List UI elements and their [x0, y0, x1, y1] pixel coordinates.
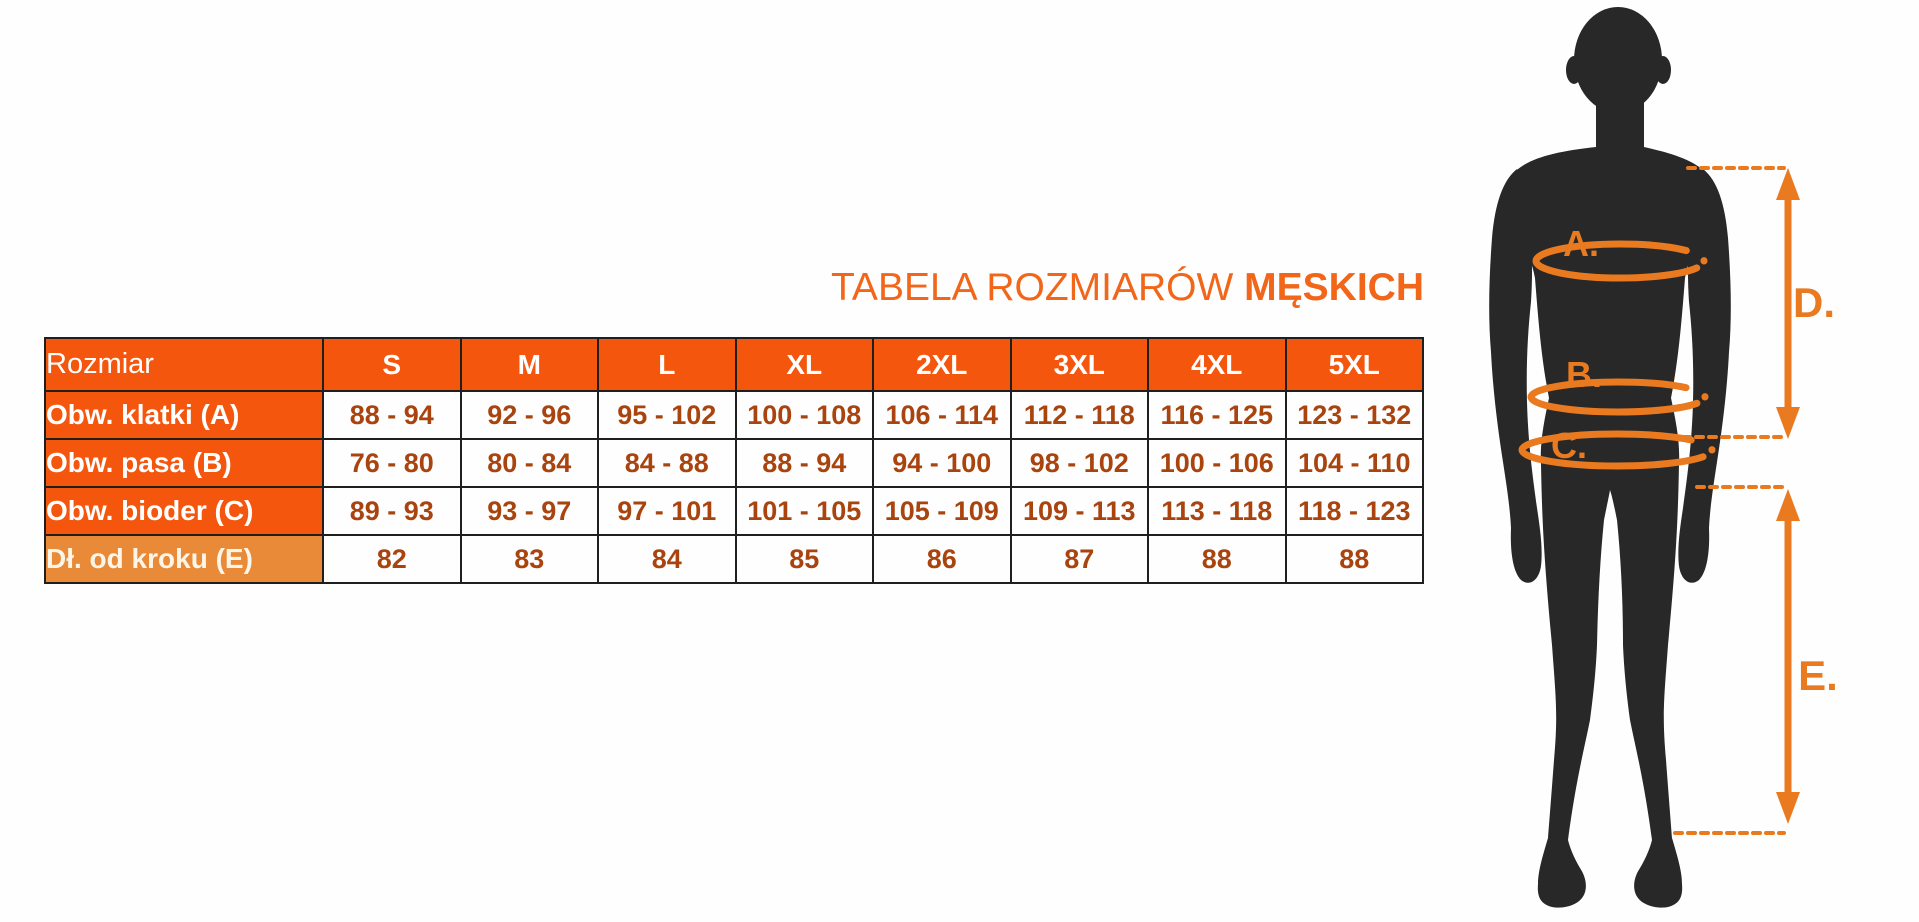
hips-label: C.: [1551, 425, 1587, 466]
torso-arrow-head-top: [1776, 168, 1800, 200]
value-cell: 123 - 132: [1286, 391, 1424, 439]
value-cell: 86: [873, 535, 1011, 583]
value-cell: 112 - 118: [1011, 391, 1149, 439]
value-cell: 113 - 118: [1148, 487, 1286, 535]
row-label: Obw. klatki (A): [45, 391, 323, 439]
value-cell: 98 - 102: [1011, 439, 1149, 487]
header-cell-size-3XL: 3XL: [1011, 338, 1149, 391]
value-cell: 93 - 97: [461, 487, 599, 535]
chest-label: A.: [1563, 223, 1599, 264]
value-cell: 100 - 108: [736, 391, 874, 439]
value-cell: 88: [1148, 535, 1286, 583]
value-cell: 100 - 106: [1148, 439, 1286, 487]
page-title-regular: TABELA ROZMIARÓW: [831, 266, 1245, 309]
header-cell-size-5XL: 5XL: [1286, 338, 1424, 391]
inseam-arrow-head-top: [1776, 489, 1800, 521]
value-cell: 87: [1011, 535, 1149, 583]
header-cell-size-XL: XL: [736, 338, 874, 391]
value-cell: 95 - 102: [598, 391, 736, 439]
row-label: Obw. pasa (B): [45, 439, 323, 487]
value-cell: 76 - 80: [323, 439, 461, 487]
waist-label: B.: [1566, 354, 1602, 395]
header-cell-size-4XL: 4XL: [1148, 338, 1286, 391]
value-cell: 88 - 94: [736, 439, 874, 487]
value-cell: 89 - 93: [323, 487, 461, 535]
silhouette-torso-legs: [1510, 147, 1710, 908]
header-cell-size-S: S: [323, 338, 461, 391]
value-cell: 84 - 88: [598, 439, 736, 487]
value-cell: 82: [323, 535, 461, 583]
value-cell: 106 - 114: [873, 391, 1011, 439]
value-cell: 101 - 105: [736, 487, 874, 535]
value-cell: 94 - 100: [873, 439, 1011, 487]
value-cell: 105 - 109: [873, 487, 1011, 535]
inseam-label: E.: [1798, 652, 1838, 699]
value-cell: 97 - 101: [598, 487, 736, 535]
value-cell: 88: [1286, 535, 1424, 583]
inseam-arrow-head-bottom: [1776, 792, 1800, 824]
value-cell: 80 - 84: [461, 439, 599, 487]
page-title-bold: MĘSKICH: [1244, 266, 1424, 309]
header-cell-size-M: M: [461, 338, 599, 391]
value-cell: 116 - 125: [1148, 391, 1286, 439]
torso-length-label: D.: [1793, 279, 1835, 326]
value-cell: 104 - 110: [1286, 439, 1424, 487]
value-cell: 109 - 113: [1011, 487, 1149, 535]
value-cell: 88 - 94: [323, 391, 461, 439]
value-cell: 83: [461, 535, 599, 583]
row-label: Dł. od kroku (E): [45, 535, 323, 583]
silhouette-ear-right: [1655, 56, 1671, 84]
body-measurement-diagram: [1180, 0, 1919, 922]
header-cell-size-L: L: [598, 338, 736, 391]
row-label: Obw. bioder (C): [45, 487, 323, 535]
value-cell: 118 - 123: [1286, 487, 1424, 535]
value-cell: 92 - 96: [461, 391, 599, 439]
torso-arrow-head-bottom: [1776, 407, 1800, 439]
value-cell: 84: [598, 535, 736, 583]
value-cell: 85: [736, 535, 874, 583]
silhouette-ear-left: [1566, 56, 1582, 84]
header-cell-rozmiar: Rozmiar: [45, 338, 323, 391]
header-cell-size-2XL: 2XL: [873, 338, 1011, 391]
